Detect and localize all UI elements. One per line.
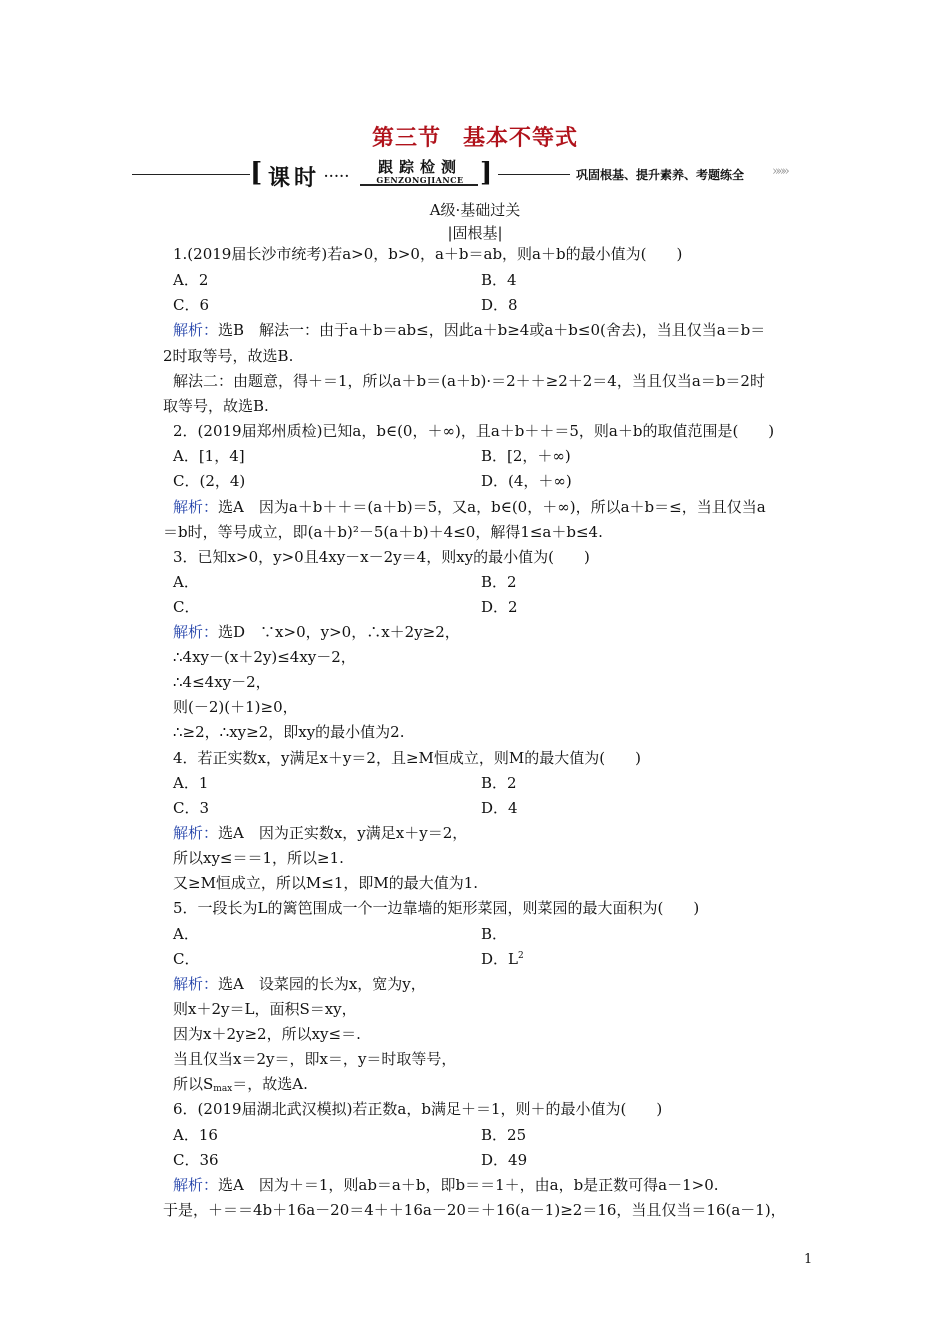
text-line: [173, 798, 209, 818]
analysis-label: 解析：: [173, 975, 219, 993]
text-line: [173, 974, 426, 994]
exercise-banner: [132, 158, 812, 190]
line-text: 选A 因为正实数x，y满足x＋y＝2，: [218, 824, 468, 842]
text-line: [173, 320, 765, 340]
text-line: [173, 270, 208, 290]
text-line: [173, 647, 356, 667]
text-line: [481, 471, 572, 491]
text-line: [173, 497, 766, 517]
line-text: D．4: [481, 799, 518, 817]
line-text: 选A 因为＋＝1，则ab＝a＋b，即b＝＝1＋，由a，b是正数可得a－1>0.: [218, 1176, 719, 1194]
text-line: [173, 597, 199, 617]
text-line: [173, 672, 271, 692]
line-text: D．8: [481, 296, 518, 314]
text-line: [173, 722, 405, 742]
text-line: [173, 1125, 218, 1145]
line-text: 则(－2)(＋1)≥0，: [173, 698, 298, 716]
line-text: 解法二：由题意，得＋＝1，所以a＋b＝(a＋b)·＝2＋＋≥2＋2＝4，当且仅当a＝b＝2时: [173, 372, 765, 390]
banner-dots: ·····: [324, 169, 350, 183]
text-line: [173, 572, 199, 592]
banner-rule-left: [132, 174, 250, 175]
text-line: [173, 622, 460, 642]
line-text: 选D ∵x>0，y>0，∴x＋2y≥2，: [218, 623, 460, 641]
text-line: [481, 949, 524, 969]
analysis-label: 解析：: [173, 623, 219, 641]
text-line: [173, 773, 208, 793]
line-text: B．4: [481, 271, 517, 289]
analysis-label: 解析：: [173, 824, 219, 842]
text-line: [173, 823, 467, 843]
text-line: [481, 1150, 527, 1170]
text-line: [173, 446, 245, 466]
line-text: 选A 设菜园的长为x，宽为y，: [218, 975, 426, 993]
line-text: ＝b时，等号成立，即(a＋b)²－5(a＋b)＋4≤0，解得1≤a＋b≤4.: [163, 523, 603, 541]
line-text: ∴≥2，∴xy≥2，即xy的最小值为2.: [173, 723, 405, 741]
line-text: C．(2，4): [173, 472, 246, 490]
line-text: 选B 解法一：由于a＋b＝ab≤，因此a＋b≥4或a＋b≤0(舍去)，当且仅当a＝b＝: [218, 321, 766, 339]
text-line: [173, 1024, 361, 1044]
text-line: [173, 371, 765, 391]
banner-bracket-left: [: [250, 158, 263, 188]
line-text: C．3: [173, 799, 210, 817]
text-line: [173, 1049, 456, 1069]
line-text: 6．(2019届湖北武汉模拟)若正数a，b满足＋＝1，则＋的最小值为( ): [173, 1100, 663, 1118]
banner-logo: [364, 159, 476, 185]
line-text: B．2: [481, 573, 517, 591]
text-line: [163, 1200, 786, 1220]
line-text: B．2: [481, 774, 517, 792]
section-title: [0, 121, 950, 152]
line-text: 又≥M恒成立，所以M≤1，即M的最大值为1.: [173, 874, 479, 892]
banner-logo-en: GENZONGJIANCE: [376, 175, 464, 185]
text-line: [173, 924, 199, 944]
line-text: 3．已知x>0，y>0且4xy－x－2y＝4，则xy的最小值为( ): [173, 548, 590, 566]
text-line: [173, 471, 245, 491]
line-text: D．49: [481, 1151, 528, 1169]
line-text: A．1: [173, 774, 209, 792]
text-line: [481, 446, 571, 466]
line-text: A．2: [173, 271, 209, 289]
text-line: [173, 848, 344, 868]
line-text: 因为x＋2y≥2，所以xy≤＝.: [173, 1025, 361, 1043]
text-line: [481, 572, 517, 592]
banner-logo-cn: 跟踪检测: [377, 158, 462, 176]
level-heading: A级·基础过关: [429, 201, 521, 219]
line-text: 2时取等号，故选B.: [163, 347, 294, 365]
analysis-label: 解析：: [173, 498, 219, 516]
line-text: C．: [173, 598, 200, 616]
text-line: [173, 244, 682, 264]
subscript: max: [213, 1084, 233, 1094]
text-line: [173, 748, 641, 768]
text-line: [173, 547, 590, 567]
line-text: D．2: [481, 598, 518, 616]
line-text: 取等号，故选B.: [163, 397, 269, 415]
line-text: ∴4xy－(x＋2y)≤4xy－2，: [173, 648, 356, 666]
text-line: [173, 999, 357, 1019]
line-text: D．L: [481, 950, 518, 968]
line-text: D．(4，＋∞): [481, 472, 572, 490]
line-text: A．: [173, 573, 199, 591]
line-text-tail: ＝，故选A.: [232, 1075, 308, 1093]
text-line: [481, 1125, 526, 1145]
text-line: [163, 522, 603, 542]
text-line: [163, 346, 293, 366]
text-line: [481, 924, 507, 944]
line-text: 2．(2019届郑州质检)已知a，b∈(0，＋∞)，且a＋b＋＋＝5，则a＋b的取值范围是( ): [173, 422, 775, 440]
section-number: 第三节: [371, 125, 441, 151]
line-text: ∴4≤4xy－2，: [173, 673, 271, 691]
text-line: [481, 798, 518, 818]
line-text: A．16: [173, 1126, 218, 1144]
line-text: C．6: [173, 296, 210, 314]
text-line: [173, 949, 199, 969]
line-text: C．36: [173, 1151, 219, 1169]
text-line: [163, 396, 269, 416]
text-line: [481, 773, 517, 793]
text-line: [481, 295, 518, 315]
line-text: A．[1，4]: [173, 447, 245, 465]
line-text: B．: [481, 925, 508, 943]
text-line: [173, 697, 298, 717]
chevron-right-icon: »»»: [772, 164, 787, 179]
text-line: [173, 1099, 662, 1119]
analysis-label: 解析：: [173, 1176, 219, 1194]
text-line: [173, 421, 774, 441]
text-line: [173, 1074, 308, 1094]
line-text: B．25: [481, 1126, 527, 1144]
section-topic: 基本不等式: [463, 125, 579, 151]
text-line: [173, 873, 478, 893]
line-text: 选A 因为a＋b＋＋＝(a＋b)＝5，又a，b∈(0，＋∞)，所以a＋b＝≤，当且仅当a: [218, 498, 766, 516]
text-line: [173, 898, 699, 918]
analysis-label: 解析：: [173, 321, 219, 339]
line-text: B．[2，＋∞): [481, 447, 571, 465]
text-line: [481, 270, 517, 290]
sub-heading: |固根基|: [447, 224, 503, 242]
line-text: C．: [173, 950, 200, 968]
line-text: 则x＋2y＝L，面积S＝xy，: [173, 1000, 357, 1018]
banner-underline: [360, 184, 478, 186]
text-line: [481, 597, 518, 617]
line-text: 5．一段长为L的篱笆围成一个一边靠墙的矩形菜园，则菜园的最大面积为( ): [173, 899, 700, 917]
line-text: 于是，＋＝＝4b＋16a－20＝4＋＋16a－20＝＋16(a－1)≥2＝16，当且仅当＝16(a－1)，: [163, 1201, 786, 1219]
text-line: [173, 295, 209, 315]
text-line: [173, 1150, 219, 1170]
line-text: 1.(2019届长沙市统考)若a>0，b>0，a＋b＝ab，则a＋b的最小值为( ): [173, 245, 683, 263]
banner-label: 课时: [268, 165, 321, 191]
banner-bracket-right: ]: [480, 158, 493, 188]
banner-rule-right: [498, 174, 570, 175]
line-text: A．: [173, 925, 199, 943]
superscript: 2: [518, 951, 524, 961]
text-line: [173, 1175, 719, 1195]
page-number: 1: [804, 1252, 813, 1267]
line-text: 4．若正实数x，y满足x＋y＝2，且≥M恒成立，则M的最大值为( ): [173, 749, 641, 767]
line-text: 当且仅当x＝2y＝，即x＝，y＝时取等号，: [173, 1050, 457, 1068]
line-text: 所以xy≤＝＝1，所以≥1.: [173, 849, 344, 867]
line-text: 所以S: [173, 1075, 214, 1093]
banner-slogan: 巩固根基、提升素养、考题练全: [576, 168, 745, 182]
